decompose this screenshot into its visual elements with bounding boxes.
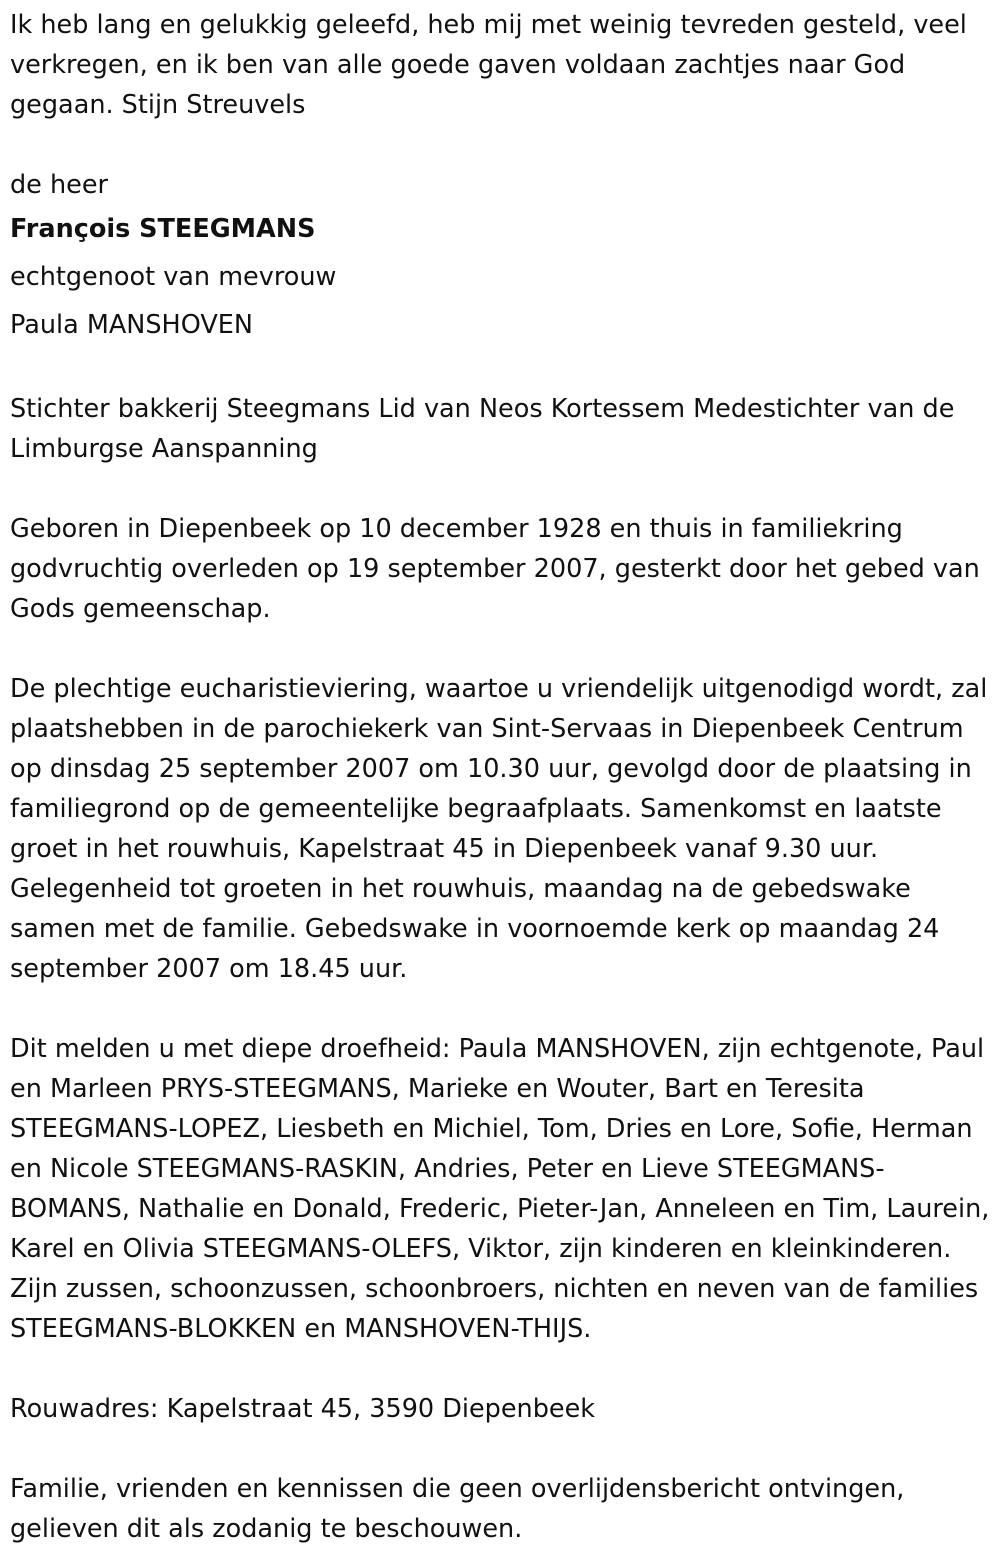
deceased-name: François STEEGMANS xyxy=(10,214,316,244)
title-prefix: de heer xyxy=(10,170,109,200)
closing-paragraph: Familie, vrienden en kennissen die geen overlijdensbericht ontvingen, gelieven dit als zodanig te beschouwen. xyxy=(10,1474,905,1544)
spouse-name: Paula MANSHOVEN xyxy=(10,310,253,340)
opening-quote: Ik heb lang en gelukkig geleefd, heb mij met weinig tevreden gesteld, veel verkregen, en ik ben van alle goede gaven voldaan zachtjes naar God gegaan. Stijn Streuvels xyxy=(10,10,967,120)
family-paragraph: Dit melden u met diepe droefheid: Paula MANSHOVEN, zijn echtgenote, Paul en Marleen PRYS-STEEGMANS, Marieke en Wouter, Bart en Teresita STEEGMANS-LOPEZ, Liesbeth en Michiel, Tom, Dries en Lore, Sofie, Herman en Nicole STEEGMANS-RASKIN, Andries, Peter en Lieve STEEGMANS-BOMANS, Nathalie en Donald, Frederic, Pieter-Jan, Anneleen en Tim, Laurein, Karel en Olivia STEEGMANS-OLEFS, Viktor, zijn kinderen en kleinkinderen. Zijn zussen, schoonzussen, schoonbroers, nichten en neven van de families STEEGMANS-BLOKKEN en MANSHOVEN-THIJS. xyxy=(10,1034,990,1344)
spouse-label: echtgenoot van mevrouw xyxy=(10,262,337,292)
mourning-address: Rouwadres: Kapelstraat 45, 3590 Diepenbeek xyxy=(10,1394,596,1424)
birth-death-paragraph: Geboren in Diepenbeek op 10 december 1928 en thuis in familiekring godvruchtig overleden op 19 september 2007, gesterkt door het gebed van Gods gemeenschap. xyxy=(10,514,980,624)
ceremony-paragraph: De plechtige eucharistieviering, waartoe u vriendelijk uitgenodigd wordt, zal plaatshebben in de parochiekerk van Sint-Servaas in Diepenbeek Centrum op dinsdag 25 september 2007 om 10.30 uur, gevolgd door de plaatsing in familiegrond op de gemeentelijke begraafplaats. Samenkomst en laatste groet in het rouwhuis, Kapelstraat 45 in Diepenbeek vanaf 9.30 uur. Gelegenheid tot groeten in het rouwhuis, maandag na de gebedswake samen met de familie. Gebedswake in voornoemde kerk op maandag 24 september 2007 om 18.45 uur. xyxy=(10,674,988,984)
roles-paragraph: Stichter bakkerij Steegmans Lid van Neos Kortessem Medestichter van de Limburgse Aanspanning xyxy=(10,394,955,464)
